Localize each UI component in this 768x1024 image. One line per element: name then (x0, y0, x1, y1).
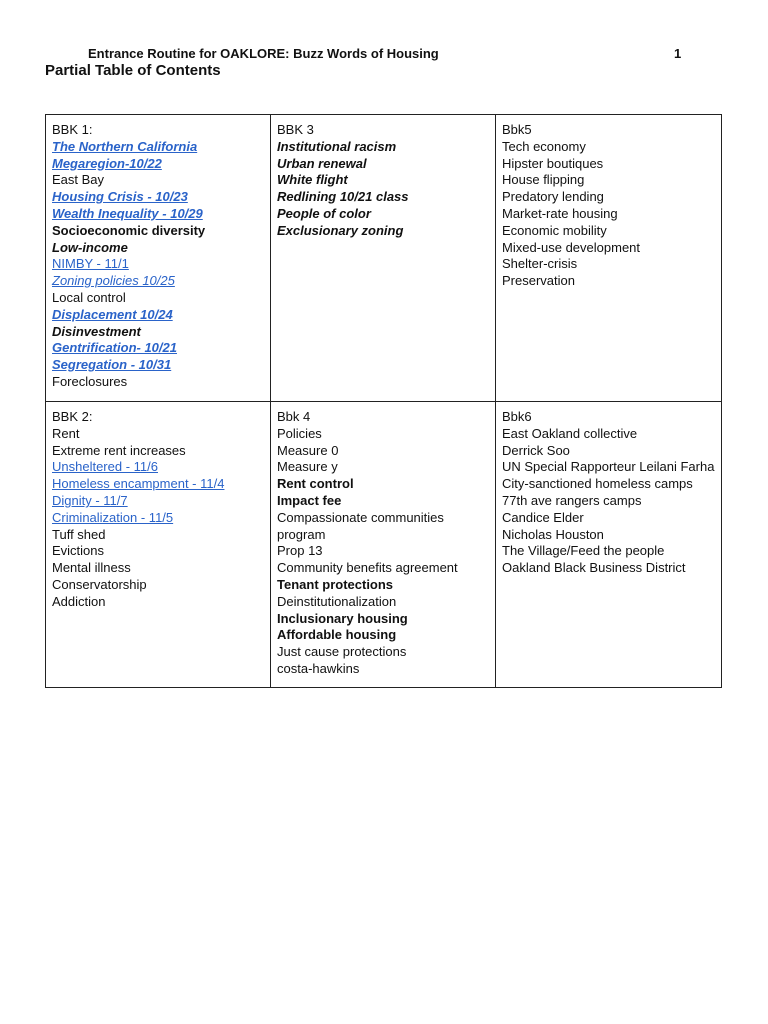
topic-item: Community benefits agreement (277, 560, 458, 576)
topic-link[interactable]: The Northern California Megaregion-10/22 (52, 138, 198, 171)
topic-link[interactable]: Segregation - 10/31 (52, 357, 172, 373)
topic-link[interactable]: Housing Crisis - 10/23 (52, 189, 188, 205)
topic-item: Nicholas Houston (502, 526, 604, 542)
topic-item: Evictions (52, 543, 105, 559)
topic-item: Just cause protections (277, 644, 407, 660)
topic-item: Inclusionary housing (277, 610, 408, 626)
topic-item: City-sanctioned homeless camps (502, 476, 693, 492)
topic-item: Tenant protections (277, 576, 394, 592)
contents-table (45, 114, 722, 688)
table-cell-bbk1 (46, 115, 271, 402)
topic-item: Derrick Soo (502, 442, 570, 458)
topic-item: 77th ave rangers camps (502, 492, 642, 508)
topic-item: Predatory lending (502, 189, 604, 205)
topic-item: Candice Elder (502, 509, 584, 525)
topic-item: Exclusionary zoning (277, 222, 404, 238)
topic-item: House flipping (502, 172, 585, 188)
topic-link[interactable]: Unsheltered - 11/6 (52, 459, 158, 475)
cell-heading: BBK 3 (277, 122, 314, 137)
topic-item: Oakland Black Business District (502, 560, 686, 576)
topic-item: costa-hawkins (277, 660, 360, 676)
cell-heading: Bbk 4 (277, 409, 311, 424)
page-subtitle: Partial Table of Contents (45, 62, 221, 79)
topic-item: Mental illness (52, 560, 131, 576)
topic-item: Rent (52, 425, 80, 441)
topic-item: Addiction (52, 593, 106, 609)
topic-item: East Bay (52, 172, 105, 188)
topic-item: Foreclosures (52, 373, 128, 389)
cell-heading: Bbk5 (502, 122, 532, 137)
topic-item: People of color (277, 205, 371, 221)
topic-item: Deinstitutionalization (277, 593, 397, 609)
topic-item: Rent control (277, 476, 354, 492)
topic-item: Disinvestment (52, 323, 141, 339)
topic-item: Economic mobility (502, 222, 607, 238)
cell-heading: BBK 2: (52, 409, 93, 424)
topic-item: Market-rate housing (502, 205, 618, 221)
topic-link[interactable]: Gentrification- 10/21 (52, 340, 177, 356)
topic-item: The Village/Feed the people (502, 543, 665, 559)
document-title: Entrance Routine for OAKLORE: Buzz Words of Housing (88, 46, 439, 61)
topic-item: Local control (52, 289, 126, 305)
topic-item: Hipster boutiques (502, 155, 604, 171)
topic-item: Measure 0 (277, 442, 339, 458)
topic-item: Conservatorship (52, 576, 147, 592)
table-cell-bbk3 (271, 115, 496, 402)
topic-item: Tech economy (502, 138, 586, 154)
topic-item: UN Special Rapporteur Leilani Farha (502, 459, 715, 475)
topic-item: Preservation (502, 273, 575, 289)
table-cell-bbk4 (271, 402, 496, 688)
topic-link[interactable]: Wealth Inequality - 10/29 (52, 205, 203, 221)
topic-item: White flight (277, 172, 348, 188)
topic-item: Tuff shed (52, 526, 106, 542)
page-number: 1 (674, 46, 682, 61)
topic-item: Compassionate communities program (277, 509, 444, 542)
topic-item: East Oakland collective (502, 425, 638, 441)
topic-item: Institutional racism (277, 138, 397, 154)
table-cell-bbk6 (496, 402, 722, 688)
topic-item: Extreme rent increases (52, 442, 186, 458)
topic-item: Socioeconomic diversity (52, 222, 206, 238)
topic-item: Shelter-crisis (502, 256, 578, 272)
topic-link[interactable]: Homeless encampment - 11/4 (52, 476, 225, 492)
topic-link[interactable]: Dignity - 11/7 (52, 492, 128, 508)
table-row (46, 402, 722, 688)
topic-item: Measure y (277, 459, 338, 475)
topic-link[interactable]: Zoning policies 10/25 (52, 273, 175, 289)
topic-item: Prop 13 (277, 543, 323, 559)
topic-item: Affordable housing (277, 627, 397, 643)
table-cell-bbk5 (496, 115, 722, 402)
topic-item: Policies (277, 425, 322, 441)
table-row (46, 115, 722, 402)
topic-link[interactable]: Criminalization - 11/5 (52, 509, 174, 525)
topic-item: Low-income (52, 239, 128, 255)
topic-item: Redlining 10/21 class (277, 189, 409, 205)
cell-heading: BBK 1: (52, 122, 93, 137)
topic-item: Mixed-use development (502, 239, 641, 255)
topic-item: Impact fee (277, 492, 342, 508)
topic-link[interactable]: NIMBY - 11/1 (52, 256, 129, 272)
topic-item: Urban renewal (277, 155, 367, 171)
table-cell-bbk2 (46, 402, 271, 688)
topic-link[interactable]: Displacement 10/24 (52, 306, 173, 322)
cell-heading: Bbk6 (502, 409, 532, 424)
